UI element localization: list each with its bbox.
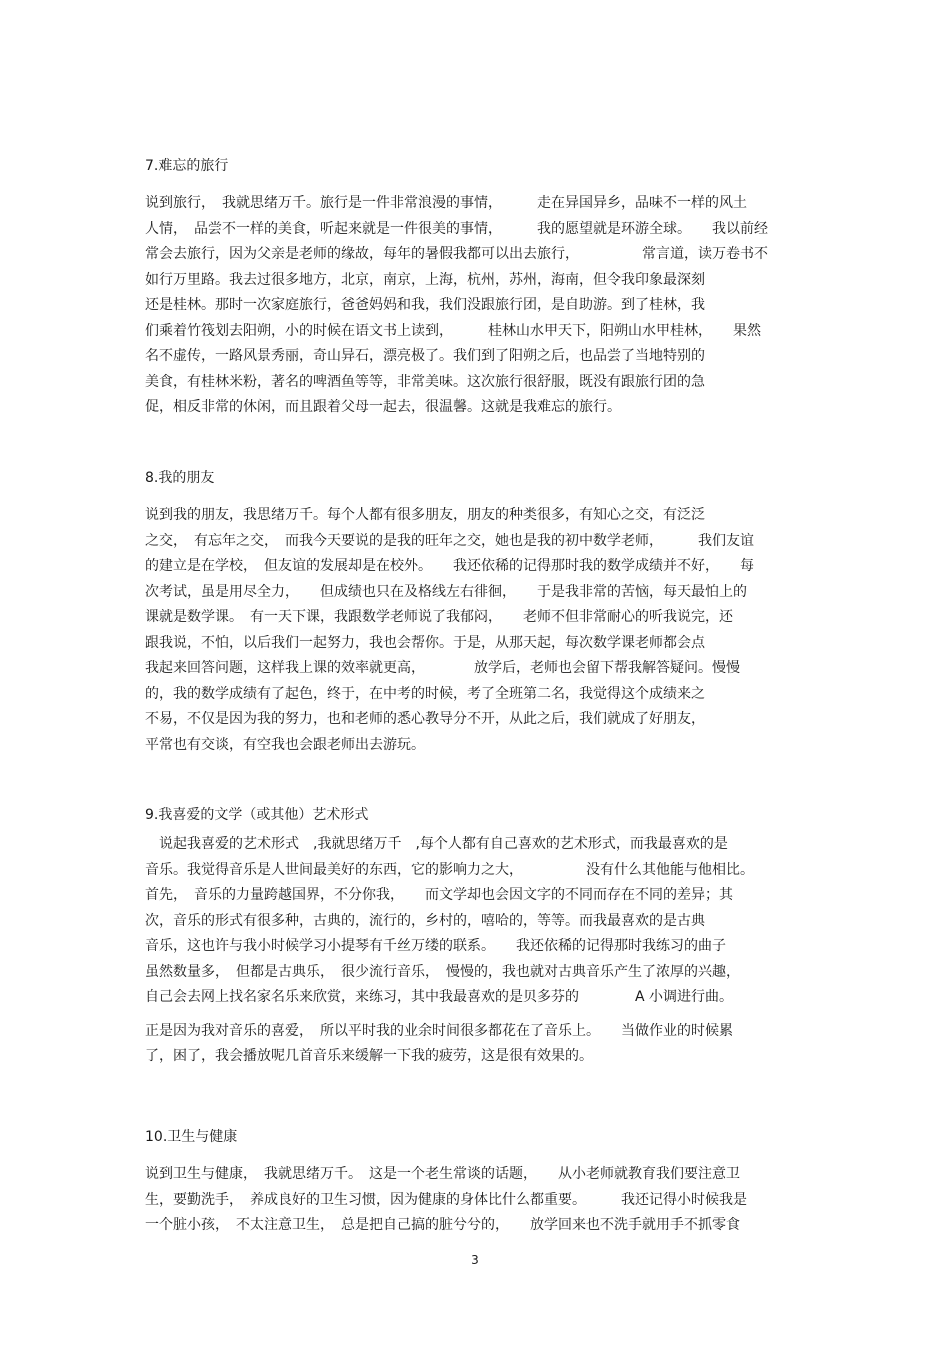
- text-line: 跟我说，不怕，以后我们一起努力，我也会帮你。于是，从那天起，每次数学课老师都会点: [145, 634, 705, 651]
- section-hygiene: [145, 1128, 825, 1242]
- text-line: 的，我的数学成绩有了起色，终于，在中考的时候，考了全班第二名，我觉得这个成绩来之: [145, 685, 705, 702]
- text-line: 们乘着竹筏划去阳朔，小的时候在语文书上读到， 桂林山水甲天下，阳朔山水甲桂林， 果然: [145, 322, 761, 339]
- paragraph: [145, 1022, 825, 1073]
- text-line: 次，音乐的形式有很多种，古典的，流行的，乡村的，嘻哈的，等等。而我最喜欢的是古典: [145, 912, 705, 929]
- text-line: 说到旅行， 我就思绪万千。旅行是一件非常浪漫的事情， 走在异国异乡，品味不一样的风土: [145, 195, 747, 211]
- text-line: 虽然数量多， 但都是古典乐， 很少流行音乐， 慢慢的，我也就对古典音乐产生了浓厚的兴趣，: [145, 963, 740, 980]
- text-line: 课就是数学课。 有一天下课，我跟数学老师说了我郁闷， 老师不但非常耐心的听我说完，还: [145, 609, 733, 625]
- text-line: 我起来回答问题，这样我上课的效率就更高， 放学后，老师也会留下帮我解答疑问。慢慢: [145, 660, 740, 676]
- text-line: 促，相反非常的休闲，而且跟着父母一起去，很温馨。这就是我难忘的旅行。: [145, 399, 621, 415]
- text-line: 不易，不仅是因为我的努力，也和老师的悉心教导分不开，从此之后，我们就成了好朋友，: [145, 711, 705, 727]
- text-line: 首先， 音乐的力量跨越国界，不分你我， 而文学却也会因文字的不同而存在不同的差异；其: [145, 887, 733, 903]
- page-number: 3: [471, 1253, 479, 1267]
- text-line: 音乐。我觉得音乐是人世间最美好的东西，它的影响力之大， 没有什么其他能与他相比。: [145, 861, 754, 878]
- text-line: 还是桂林。那时一次家庭旅行，爸爸妈妈和我，我们没跟旅行团，是自助游。到了桂林，我: [145, 297, 705, 313]
- section-travel: [145, 157, 825, 424]
- paragraph: [145, 1165, 825, 1242]
- section-art-form: [145, 806, 825, 1073]
- paragraph: [145, 506, 825, 761]
- text-line: 次考试，虽是用尽全力， 但成绩也只在及格线左右徘徊， 于是我非常的苦恼，每天最怕上的: [145, 583, 747, 600]
- text-line: 自己会去网上找名家名乐来欣赏，来练习，其中我最喜欢的是贝多芬的 A 小调进行曲。: [145, 989, 734, 1005]
- text-line: 一个脏小孩， 不太注意卫生， 总是把自己搞的脏兮兮的， 放学回来也不洗手就用手不抓零食: [145, 1217, 740, 1233]
- section-friend: [145, 469, 825, 761]
- section-title: 7.难忘的旅行: [145, 158, 229, 174]
- text-line: 如行万里路。我去过很多地方，北京，南京，上海，杭州，苏州，海南，但令我印象最深刻: [145, 271, 705, 288]
- section-title: 8.我的朋友: [145, 470, 215, 486]
- text-line: 名不虚传，一路风景秀丽，奇山异石，漂亮极了。我们到了阳朔之后，也品尝了当地特别的: [145, 348, 705, 364]
- text-line: 说到卫生与健康， 我就思绪万千。 这是一个老生常谈的话题， 从小老师就教育我们要注意卫: [145, 1166, 740, 1182]
- text-line: 音乐，这也许与我小时候学习小提琴有千丝万缕的联系。 我还依稀的记得那时我练习的曲子: [145, 938, 726, 954]
- section-title: 9.我喜爱的文学（或其他）艺术形式: [145, 807, 369, 823]
- text-line: 了，困了，我会播放呢几首音乐来缓解一下我的疲劳，这是很有效果的。: [145, 1048, 593, 1064]
- text-line: 生，要勤洗手， 养成良好的卫生习惯，因为健康的身体比什么都重要。 我还记得小时候我是: [145, 1191, 747, 1208]
- text-line: 说到我的朋友，我思绪万千。每个人都有很多朋友，朋友的种类很多，有知心之交，有泛泛: [145, 507, 705, 523]
- paragraph: [145, 194, 825, 424]
- text-line: 的建立是在学校， 但友谊的发展却是在校外。 我还依稀的记得那时我的数学成绩并不好， 每: [145, 558, 754, 574]
- text-line: 正是因为我对音乐的喜爱， 所以平时我的业余时间很多都花在了音乐上。 当做作业的时候累: [145, 1022, 733, 1039]
- text-line: 之交， 有忘年之交， 而我今天要说的是我的旺年之交，她也是我的初中数学老师， 我们友谊: [145, 532, 754, 549]
- paragraph: [145, 835, 825, 1014]
- text-line: 美食，有桂林米粉，著名的啤酒鱼等等，非常美味。这次旅行很舒服，既没有跟旅行团的急: [145, 373, 705, 390]
- section-title: 10.卫生与健康: [145, 1129, 238, 1145]
- text-line: 平常也有交谈，有空我也会跟老师出去游玩。: [145, 736, 425, 753]
- text-line: 人情， 品尝不一样的美食，听起来就是一件很美的事情， 我的愿望就是环游全球。 我以前经: [145, 220, 768, 237]
- text-line: 说起我喜爱的艺术形式 ,我就思绪万千 ,每个人都有自己喜欢的艺术形式，而我最喜欢的是: [145, 836, 728, 852]
- text-line: 常会去旅行，因为父亲是老师的缘故，每年的暑假我都可以出去旅行， 常言道，读万卷书不: [145, 246, 768, 262]
